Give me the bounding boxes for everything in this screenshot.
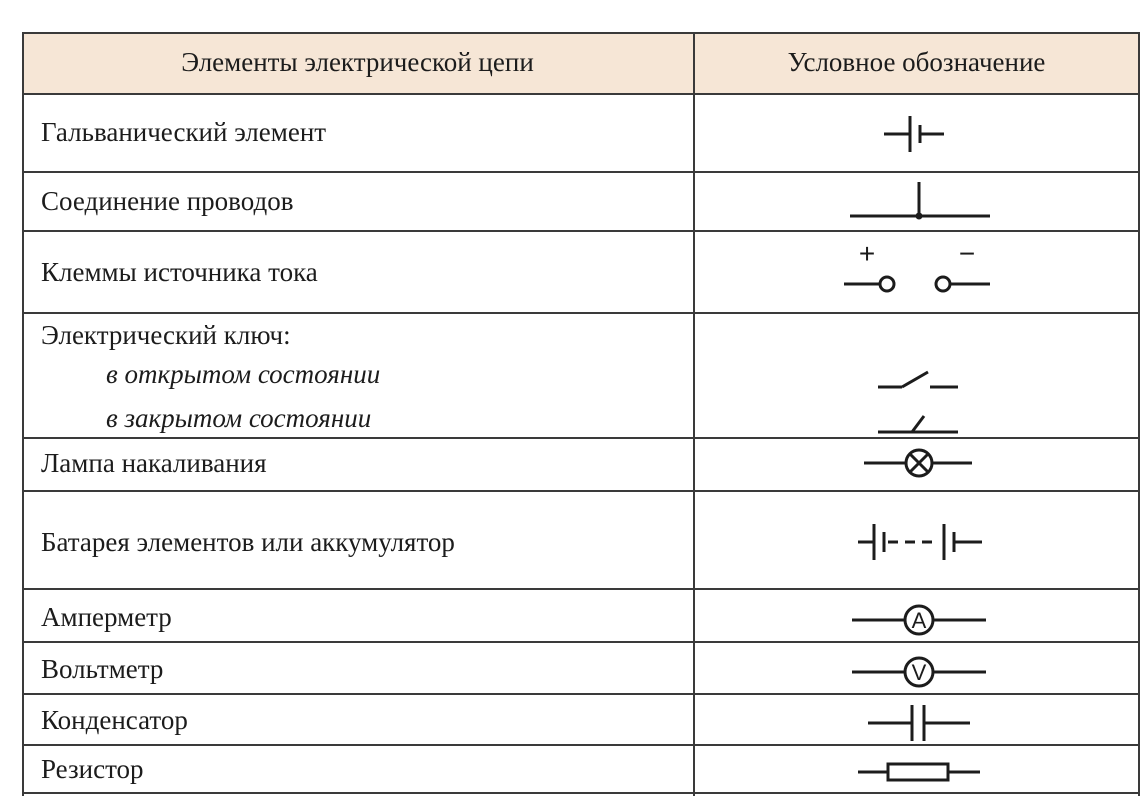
symbols-layer [22,32,1140,796]
switch-open-icon [878,372,958,387]
wire-junction-icon [850,182,990,220]
lamp-icon [864,450,972,476]
row-label-resistor: Резистор [41,754,144,784]
terminals-icon [844,238,990,291]
ammeter-letter: A [911,608,927,633]
row-label-battery: Батарея элементов или аккумулятор [41,527,455,557]
capacitor-icon [868,705,970,741]
row-label-junction: Соединение проводов [41,186,294,216]
row-label-galvanic: Гальванический элемент [41,117,327,147]
circuit-elements-table [22,32,1140,796]
resistor-icon [858,764,980,780]
header-elements: Элементы электрической цепи [181,47,534,77]
minus-mark: − [958,238,976,269]
voltmeter-letter: V [911,660,927,685]
row-label-switch: Электрический ключ: [41,320,291,350]
row-sublabel-open: в открытом состоянии [106,359,381,389]
galvanic-cell-icon [884,116,944,152]
plus-mark: + [858,238,876,269]
ammeter-icon [852,606,986,634]
header-symbol: Условное обозначение [787,47,1046,77]
row-label-ammeter: Амперметр [41,602,172,632]
row-sublabel-closed: в закрытом состоянии [106,403,372,433]
row-label-voltmeter: Вольтметр [41,654,164,684]
voltmeter-icon [852,658,986,686]
battery-icon [858,524,982,560]
switch-closed-icon [878,416,958,432]
row-label-lamp: Лампа накаливания [41,448,267,478]
row-label-terminals: Клеммы источника тока [41,257,318,287]
row-label-capacitor: Конденсатор [41,705,188,735]
